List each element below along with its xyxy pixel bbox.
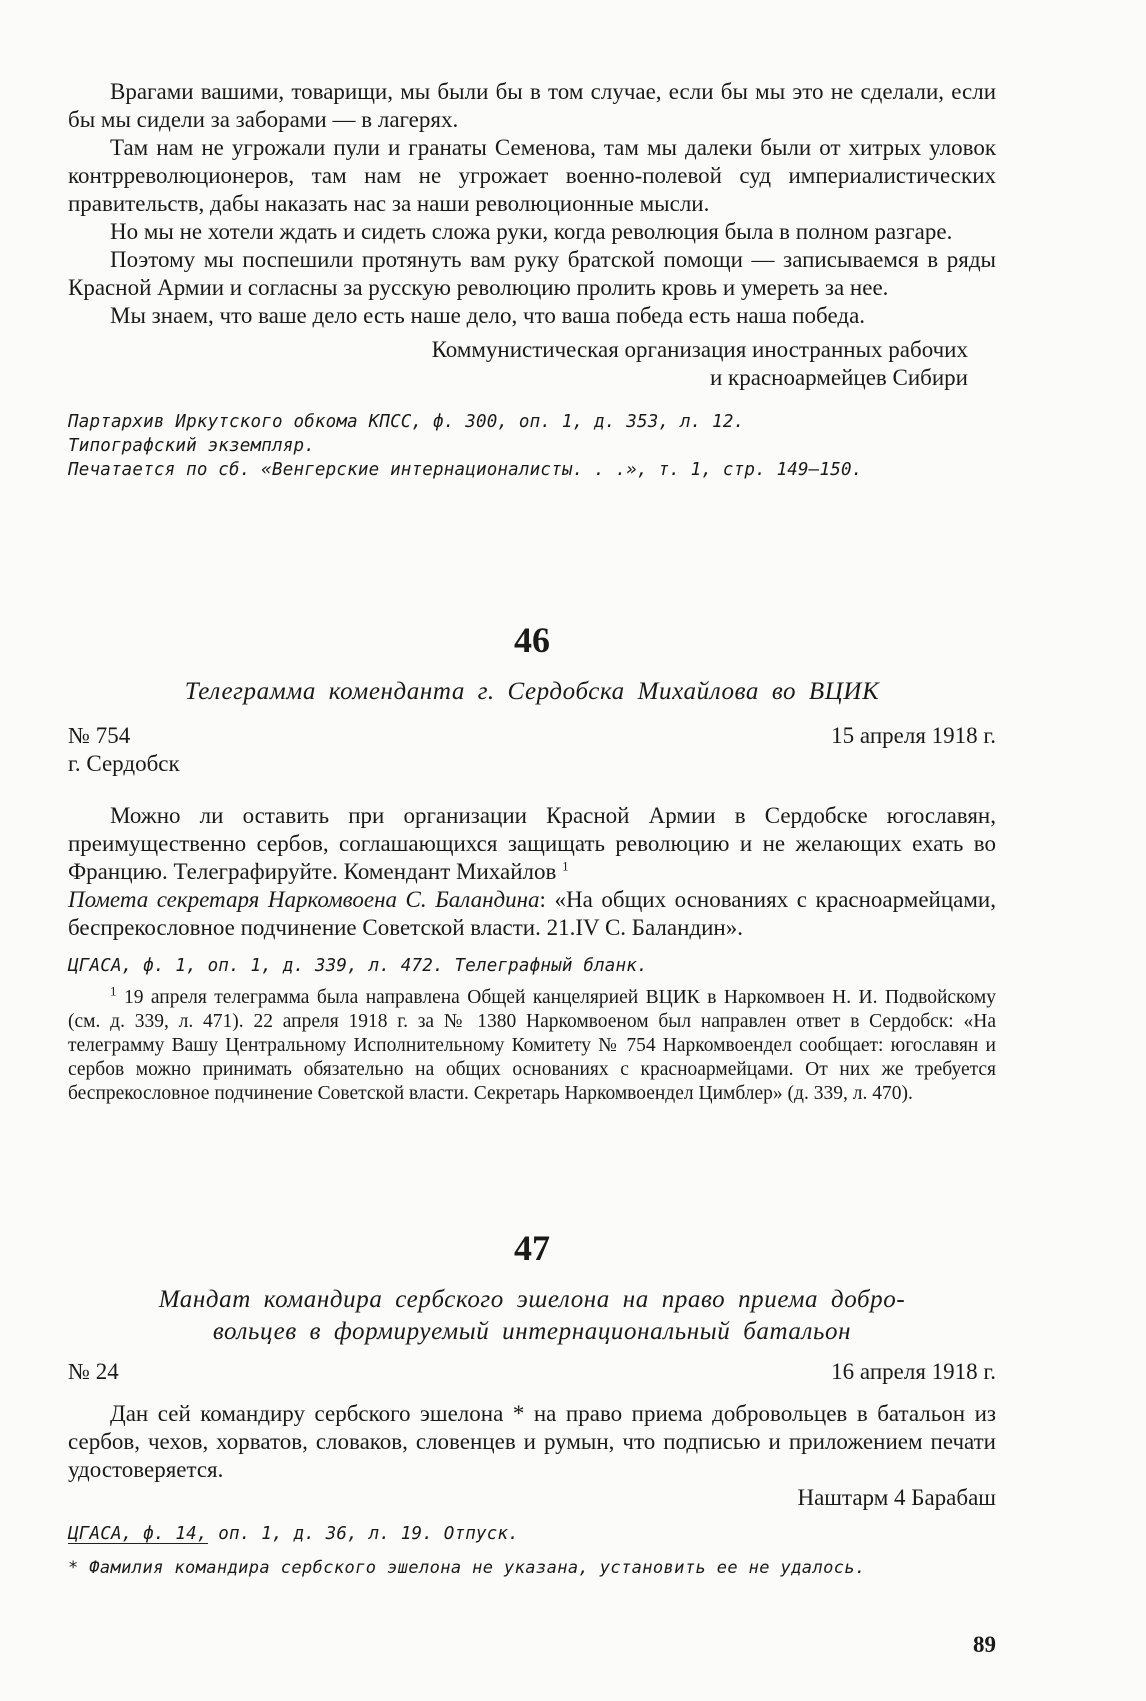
document-number: 46	[514, 620, 550, 660]
secretary-note-label: Помета секретаря Наркомвоена С. Баландина	[68, 887, 540, 912]
footnote-text: * Фамилия командира сербского эшелона не указана, установить ее не удалось.	[68, 1558, 866, 1578]
footnote-text: 19 апреля телеграмма была направлена Общей канцелярией ВЦИК в Наркомвоен Н. И. Подвойскому (см. д. 339, л. 471). 22 апреля 1918 г. за № 1380 Наркомвоеном был направлен ответ в Сердобск: «На телеграмму Вашу Центральному Исполнительному Комитету № 754 Наркомвоендел сообщает: югославян и сербов можно принимать обязательно на общих основаниях с красноармейцами. От них же требуется беспрекословное подчинение Советской власти. Секретарь Наркомвоендел Цимблер» (д. 339, л. 470).	[68, 987, 997, 1104]
signature-line-1: Коммунистическая организация иностранных рабочих	[431, 337, 968, 362]
document-46	[68, 620, 996, 1106]
previous-document-ending	[68, 78, 996, 482]
registration-number: № 24	[68, 1359, 119, 1384]
document-date: 16 апреля 1918 г.	[831, 1359, 996, 1384]
publication-source: Печатается по сб. «Венгерские интернационалисты. . .», т. 1, стр. 149—150.	[68, 460, 863, 480]
paragraph: Мы знаем, что ваше дело есть наше дело, что ваша победа есть наша победа.	[110, 303, 866, 328]
archive-source: ЦГАСА, ф. 14, оп. 1, д. 36, л. 19. Отпуск.	[68, 1524, 519, 1544]
paragraph: Поэтому мы поспешили протянуть вам руку братской помощи — записываемся в ряды Красной Армии и согласны за русскую революцию пролить кровь и умереть за нее.	[68, 247, 996, 300]
archive-source: Партархив Иркутского обкома КПСС, ф. 300, оп. 1, д. 353, л. 12.	[68, 412, 745, 432]
document-title-line-2: вольцев в формируемый интернациональный батальон	[212, 1318, 852, 1345]
registration-number: № 754	[68, 723, 131, 748]
footnote-divider	[68, 1543, 208, 1544]
page-number: 89	[973, 1632, 996, 1657]
page-footnote	[68, 1556, 996, 1580]
signature-line-2: и красноармейцев Сибири	[710, 365, 968, 390]
secretary-note	[68, 886, 996, 942]
footnote-mark: 1	[110, 983, 117, 999]
telegram-text	[68, 802, 996, 886]
paragraph: Врагами вашими, товарищи, мы были бы в том случае, если бы мы это не сделали, если бы мы сидели за заборами — в лагерях.	[68, 79, 996, 132]
document-number: 47	[514, 1228, 550, 1268]
document-header-row	[68, 1358, 996, 1386]
signature: Наштарм 4 Барабаш	[797, 1485, 996, 1510]
archive-source: ЦГАСА, ф. 1, оп. 1, д. 339, л. 472. Телеграфный бланк.	[68, 956, 648, 976]
footnote-reference: 1	[562, 858, 569, 874]
document-title: Телеграмма коменданта г. Сердобска Михайлова во ВЦИК	[184, 678, 880, 705]
archive-source-type: Типографский экземпляр.	[68, 436, 315, 456]
document-date: 15 апреля 1918 г.	[831, 723, 996, 748]
paragraph: Там нам не угрожали пули и гранаты Семенова, там мы далеки были от хитрых уловок контрреволюционеров, там нам не угрожает военно-полевой суд империалистических правительств, дабы наказать нас за наши революционные мысли.	[68, 135, 996, 216]
footnote	[68, 983, 997, 1106]
paragraph: Но мы не хотели ждать и сидеть сложа руки, когда революция была в полном разгаре.	[110, 219, 953, 244]
telegram-body: Можно ли оставить при организации Красной Армии в Сердобске югославян, преимущественно сербов, соглашающихся защищать революцию и не желающих ехать во Францию. Телеграфируйте. Комендант Михайлов	[68, 803, 996, 884]
document-place: г. Сердобск	[68, 751, 180, 776]
mandate-text: Дан сей командиру сербского эшелона * на право приема добровольцев в батальон из сербов, чехов, хорватов, словаков, словенцев и румын, что подписью и приложением печати удостоверяется.	[68, 1401, 996, 1482]
document-header-row	[68, 722, 996, 750]
secretary-note-text: : «На общих основаниях с красноармейцами, беспрекословное подчинение Советской власти. 21.IV С. Баландин».	[68, 887, 996, 940]
document-title-line-1: Мандат командира сербского эшелона на право приема добро-	[158, 1286, 906, 1313]
document-47	[68, 1228, 996, 1546]
